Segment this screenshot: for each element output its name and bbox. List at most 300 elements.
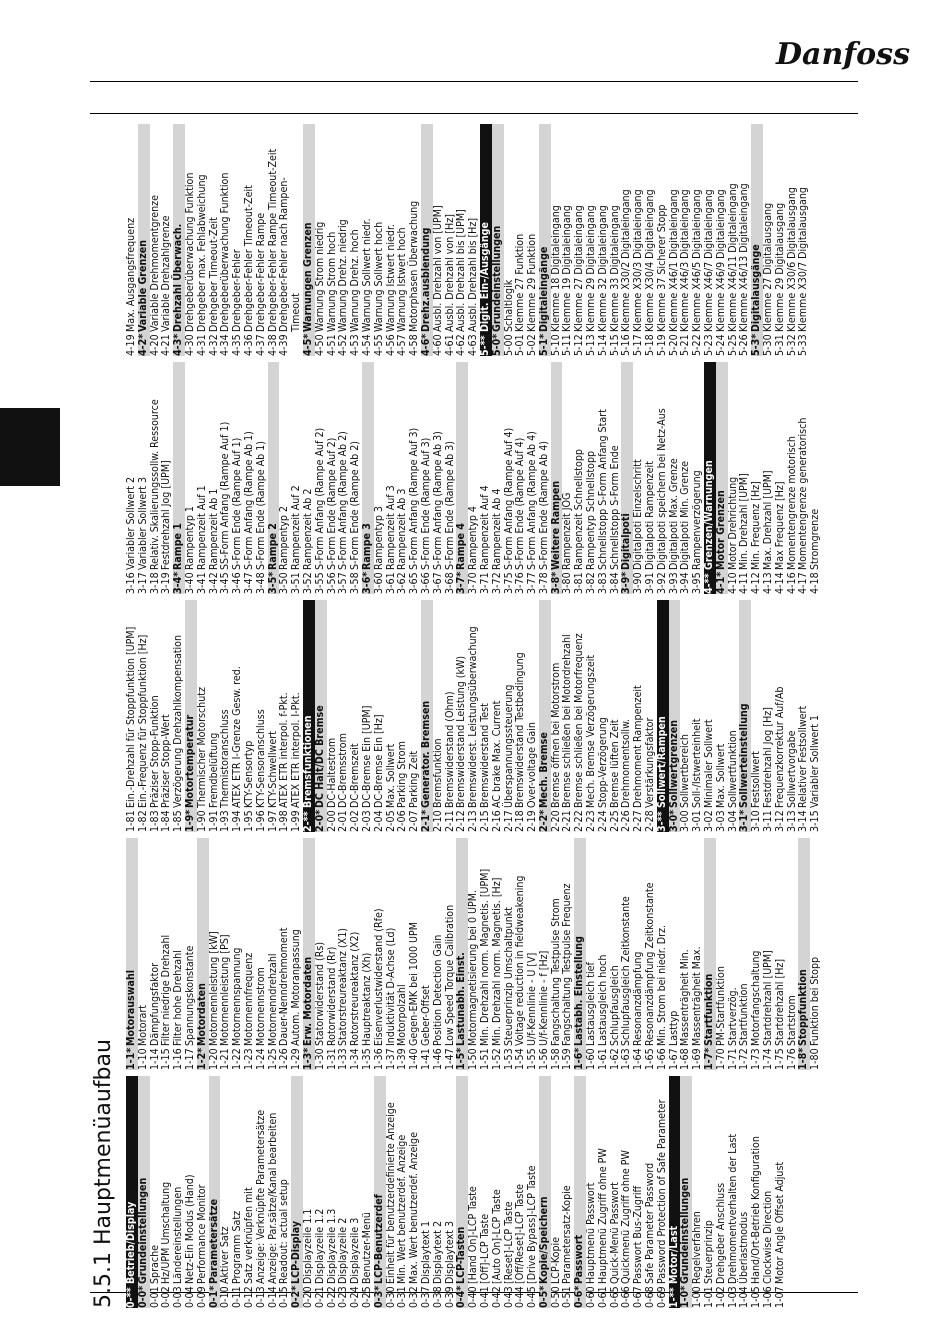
parameter-code: 5-1* xyxy=(537,333,550,356)
parameter-code: 4-12 xyxy=(750,572,763,594)
parameter-label: Position Detection Gain xyxy=(431,934,444,1046)
parameter-label: Klemme X30/4 Digitaleingang xyxy=(644,189,657,332)
parameter-label: Drehgeberüberwachung Funktion xyxy=(183,172,196,332)
parameter-label: Dämpfungsfaktor xyxy=(148,962,161,1046)
parameter-code: 1-96 xyxy=(254,810,267,832)
parameter-label: U/f-Kennlinie - f [Hz] xyxy=(537,950,550,1046)
parameter-code: 4-58 xyxy=(408,334,421,356)
parameter-label: Verzögerung Drehzahlkompensation xyxy=(172,634,185,808)
parameter-label: Aktiver Satz xyxy=(219,1226,232,1284)
parameter-code: 3-94 xyxy=(679,572,692,594)
parameter-label: Ländereinstellungen xyxy=(172,1186,185,1284)
parameter-code: 1-93 xyxy=(219,810,232,832)
parameter-label: Fangschaltung Testpulse Frequenz xyxy=(561,883,574,1046)
parameter-code: 4-2* xyxy=(136,333,149,356)
parameter-label: Readout: actual setup xyxy=(278,1179,291,1284)
parameter-code: 3-01 xyxy=(691,810,704,832)
parameter-code: 4-36 xyxy=(242,334,255,356)
parameter-code: 1-15 xyxy=(160,1048,173,1070)
parameter-label: Quickmenü Zugriff ohne PW xyxy=(620,1150,633,1284)
parameter-row xyxy=(492,362,504,594)
parameter-label: Displaytext 1 xyxy=(419,1220,432,1284)
parameter-code: 3-48 xyxy=(254,572,267,594)
parameter-label: Digitalpoti Rampenzeit xyxy=(644,461,657,570)
parameter-label: Bremswiderst. Leistungsüberwachung xyxy=(467,626,480,808)
parameter-row xyxy=(374,124,386,356)
parameter-code: 5-14 xyxy=(596,334,609,356)
parameter-label: Warnung Sollwert niedr. xyxy=(360,218,373,332)
parameter-code: 1-63 xyxy=(620,1048,633,1070)
parameter-code: 3-14 xyxy=(797,810,810,832)
parameter-label: Klemme X46/1 Digitaleingang xyxy=(667,189,680,332)
parameter-code: 3-78 xyxy=(537,572,550,594)
group-header xyxy=(197,838,209,1070)
parameter-code: 4-14 xyxy=(773,572,786,594)
parameter-code: 3-50 xyxy=(278,572,291,594)
parameter-code: 1-9* xyxy=(183,809,196,832)
parameter-code: 0-68 xyxy=(644,1286,657,1308)
parameter-label: Lasttyp xyxy=(667,1010,680,1046)
parameter-code: 1-46 xyxy=(431,1048,444,1070)
parameter-code: 0-40 xyxy=(467,1286,480,1308)
parameter-code: 4-30 xyxy=(183,334,196,356)
parameter-label: Klemme X30/7 Digitalausgang xyxy=(797,187,810,332)
parameter-label: Hand/Ort-Betrieb Konfiguration xyxy=(750,1136,763,1284)
parameter-code: 5-10 xyxy=(549,334,562,356)
parameter-label: Drehmomentverhalten der Last xyxy=(726,1133,739,1284)
parameter-label: Drehgeber-Fehler nach Rampen- xyxy=(278,177,291,332)
parameter-code: 1-81 xyxy=(125,810,137,832)
parameter-label: Over-voltage Gain xyxy=(526,722,539,808)
parameter-code: 1-1* xyxy=(125,1047,137,1070)
parameter-label: Resonanzdämpfung xyxy=(632,951,645,1046)
parameter-code: 3-5* xyxy=(266,571,279,594)
parameter-row xyxy=(244,1076,256,1308)
parameter-code: 0-22 xyxy=(325,1286,338,1308)
parameter-label: Rampenzeit Ab 1 xyxy=(207,488,220,570)
parameter-label: Rampentyp 1 xyxy=(183,506,196,570)
parameter-code: 1-82 xyxy=(136,810,149,832)
parameter-label: Generator. Bremsen xyxy=(419,700,432,808)
parameter-row xyxy=(810,838,822,1070)
parameter-label: Klemme 27 Digitaleingang xyxy=(573,205,586,332)
parameter-label: Lastausgleich tief xyxy=(585,962,598,1046)
parameter-code: 3-67 xyxy=(431,572,444,594)
parameter-code: 2-07 xyxy=(408,810,421,832)
parameter-label: Lastunabh. Einst. xyxy=(455,952,468,1046)
parameter-row xyxy=(185,124,197,356)
parameter-label: Displayzeile 1.3 xyxy=(325,1208,338,1284)
parameter-label: Betrieb/Display xyxy=(125,1201,137,1284)
parameter-code: 0-12 xyxy=(242,1286,255,1308)
parameter-code: 1-34 xyxy=(349,1048,362,1070)
parameter-row xyxy=(197,600,209,832)
parameter-label: Rampenzeit Ab 2 xyxy=(301,488,314,570)
parameter-label: Fremdbelüftung xyxy=(207,732,220,808)
parameter-label: Variabler Sollwert 1 xyxy=(809,714,822,808)
parameter-label: Ein.-Drehzahl für Stoppfunktion [UPM] xyxy=(125,626,137,808)
parameter-code: 4-16 xyxy=(785,572,798,594)
parameter-code: 0-61 xyxy=(596,1286,609,1308)
parameter-label: Sprache xyxy=(148,1244,161,1284)
parameter-code: 0-15 xyxy=(278,1286,291,1308)
parameter-row xyxy=(480,838,492,1070)
page-title: 5.5.1 Hauptmenüaufbau xyxy=(91,1039,116,1308)
parameter-label: Soll-/Istwerteinheit xyxy=(691,718,704,808)
parameter-code: 1-04 xyxy=(738,1286,751,1308)
parameter-code: 2-27 xyxy=(632,810,645,832)
parameter-row xyxy=(374,600,386,832)
parameter-code: 0-3* xyxy=(372,1285,385,1308)
parameter-code: 1-72 xyxy=(738,1048,751,1070)
parameter-code: 1-17 xyxy=(183,1048,196,1070)
parameter-code: 3-9* xyxy=(620,571,633,594)
parameter-label: Klemme 29 Digitalausgang xyxy=(773,202,786,332)
parameter-code: 3-80 xyxy=(561,572,574,594)
parameter-label: Warnung Drehz. niedrig xyxy=(337,219,350,332)
group-header xyxy=(539,600,551,832)
parameter-code: 0-39 xyxy=(443,1286,456,1308)
parameter-label: S-Form Anfang (Rampe Auf 3) xyxy=(408,427,421,570)
parameter-row xyxy=(244,124,256,356)
parameter-row xyxy=(433,1076,445,1308)
parameter-row xyxy=(798,124,810,356)
parameter-row xyxy=(810,600,822,832)
parameter-label: Filter hohe Drehzahl xyxy=(172,950,185,1046)
parameter-code: 3-51 xyxy=(290,572,303,594)
parameter-label: Induktivität D-Achse (Ld) xyxy=(384,927,397,1046)
parameter-code: 1-59 xyxy=(561,1048,574,1070)
parameter-code: 2-22 xyxy=(573,810,586,832)
parameter-code: 2-** xyxy=(301,811,314,832)
parameter-code: 3-83 xyxy=(596,572,609,594)
parameter-label: Performance Monitor xyxy=(195,1184,208,1284)
parameter-label: Min. Drehzahl [UPM] xyxy=(738,473,751,570)
parameter-code: 1-** xyxy=(667,1287,680,1308)
parameter-label: Schnellstopp S-Form Ende xyxy=(608,445,621,570)
parameter-row xyxy=(657,124,669,356)
parameter-label: Drehmoment Rampenzeit xyxy=(632,685,645,808)
parameter-row xyxy=(197,124,209,356)
parameter-code: 3-56 xyxy=(325,572,338,594)
parameter-code: 4-32 xyxy=(207,334,220,356)
parameter-label: Sollwert/Rampen xyxy=(655,716,668,808)
parameter-label: Rampenzeit Ab 4 xyxy=(490,488,503,570)
parameter-label: Programm Satz xyxy=(231,1210,244,1284)
parameter-code: 2-01 xyxy=(337,810,350,832)
parameter-label: Präziser Stopp-Funktion xyxy=(148,695,161,808)
parameter-row xyxy=(362,124,374,356)
parameter-label: Regelverfahren xyxy=(691,1211,704,1284)
parameter-code: 0-45 xyxy=(526,1286,539,1308)
parameter-label: Warnung Strom niedrig xyxy=(313,221,326,332)
parameter-label: Drehz.ausblendung xyxy=(419,227,432,332)
parameter-code: 5-18 xyxy=(644,334,657,356)
parameter-code: 0-09 xyxy=(195,1286,208,1308)
parameter-label: Stromgrenze xyxy=(809,508,822,570)
parameter-label: Funktion bei Stopp xyxy=(809,956,822,1046)
parameter-code: 1-14 xyxy=(148,1048,161,1070)
parameter-code: 1-25 xyxy=(266,1048,279,1070)
parameter-label: Parametersatz-Kopie xyxy=(561,1185,574,1284)
parameter-code: 3-0* xyxy=(667,809,680,832)
parameter-code: 1-97 xyxy=(266,810,279,832)
parameter-code: 4-51 xyxy=(325,334,338,356)
parameter-code: 1-8* xyxy=(797,1047,810,1070)
parameter-row xyxy=(492,1076,504,1308)
parameter-code: 2-15 xyxy=(478,810,491,832)
parameter-code: 2-05 xyxy=(384,810,397,832)
parameter-code: 0-38 xyxy=(431,1286,444,1308)
parameter-row xyxy=(598,124,610,356)
parameter-label: Rampenzeit Auf 4 xyxy=(478,485,491,570)
group-header xyxy=(421,600,433,832)
parameter-row xyxy=(433,838,445,1070)
parameter-label: S-Form Ende (Rampe Ab 2) xyxy=(349,440,362,570)
parameter-code: 2-10 xyxy=(431,810,444,832)
parameter-label: Klemme 29 Digitaleingang xyxy=(585,205,598,332)
parameter-label: Klemme X46/5 Digitaleingang xyxy=(691,189,704,332)
parameter-label: S-Form Ende (Rampe Auf 1) xyxy=(231,437,244,570)
parameter-label: Geber-Offset xyxy=(419,985,432,1046)
parameter-label: Hauptmenü Zugriff ohne PW xyxy=(596,1148,609,1284)
parameter-label: S-Form Anfang (Rampe Ab 3) xyxy=(431,431,444,570)
parameter-code: 0-60 xyxy=(585,1286,598,1308)
parameter-label: Anzeige: Verknüpfte Parametersätze xyxy=(254,1109,267,1284)
parameter-label: Variable Grenzen xyxy=(136,239,149,332)
parameter-code: 4-50 xyxy=(313,334,326,356)
parameter-label: Netz-Ein Modus (Hand) xyxy=(183,1174,196,1284)
parameter-label: S-Form Anfang (Rampe Auf 4) xyxy=(502,427,515,570)
parameter-label: DC-Bremsstrom xyxy=(337,733,350,808)
parameter-label: Rampenzeit Auf 3 xyxy=(384,485,397,570)
group-header xyxy=(421,124,433,356)
parameter-label: Gegen-EMK bei 1000 UPM xyxy=(408,922,421,1046)
parameter-row xyxy=(598,362,610,594)
parameter-row xyxy=(315,362,327,594)
parameter-label: Min. Drehzahl norm. Magnetis. [Hz] xyxy=(490,877,503,1046)
parameter-label: Variabler Sollwert 3 xyxy=(136,476,149,570)
parameter-label: Benutzer-Menü xyxy=(360,1212,373,1284)
parameter-label: Sollwertfunktion xyxy=(726,730,739,808)
parameter-code: 1-41 xyxy=(419,1048,432,1070)
parameter-code: 4-52 xyxy=(337,334,350,356)
parameter-label: [Off/Reset]-LCP Taste xyxy=(514,1184,527,1284)
parameter-label: Min. Strom bei niedr. Drz. xyxy=(655,924,668,1046)
parameter-row xyxy=(480,600,492,832)
parameter-code: 1-5* xyxy=(455,1047,468,1070)
parameter-code: 4-21 xyxy=(160,334,173,356)
parameter-label: Klemme X30/6 Digitalausgang xyxy=(785,187,798,332)
parameter-row xyxy=(138,838,150,1070)
parameter-code: 0-66 xyxy=(620,1286,633,1308)
parameter-row xyxy=(716,124,728,356)
parameter-code: 0-41 xyxy=(478,1286,491,1308)
parameter-code: 0-50 xyxy=(549,1286,562,1308)
parameter-label: [Off]-LCP Taste xyxy=(478,1213,491,1284)
parameter-label: Bremswiderstand Test xyxy=(478,703,491,808)
parameter-row xyxy=(775,362,787,594)
parameter-label: Grundeinstellungen xyxy=(490,225,503,332)
parameter-label: Startdrehzahl [UPM] xyxy=(762,950,775,1046)
parameter-column-1 xyxy=(126,1076,787,1308)
parameter-label: Anzeige: Par.sätze/Kanal bearbeiten xyxy=(266,1112,279,1284)
parameter-code: 3-45 xyxy=(219,572,232,594)
parameter-code: 5-21 xyxy=(679,334,692,356)
parameter-label: Drehgeber Anschluss xyxy=(714,1182,727,1284)
parameter-code: 0-32 xyxy=(408,1286,421,1308)
parameter-code: 5-** xyxy=(478,335,491,356)
parameter-code: 3-77 xyxy=(526,572,539,594)
parameter-code: 3-47 xyxy=(242,572,255,594)
parameter-code: 2-21 xyxy=(561,810,574,832)
parameter-code: 3-52 xyxy=(301,572,314,594)
parameter-row xyxy=(303,1076,315,1308)
parameter-code: 3-10 xyxy=(750,810,763,832)
parameter-label: Min. Drehzahl norm. Magnetis. [UPM] xyxy=(478,868,491,1046)
parameter-row xyxy=(480,1076,492,1308)
parameter-code: 1-47 xyxy=(443,1048,456,1070)
parameter-code: 3-03 xyxy=(714,810,727,832)
parameter-code: 4-** xyxy=(703,573,716,594)
parameter-code: 1-54 xyxy=(514,1048,527,1070)
parameter-label: DC-Bremse Ein [UPM] xyxy=(360,705,373,808)
parameter-code: 4-60 xyxy=(431,334,444,356)
parameter-code: 0-24 xyxy=(349,1286,362,1308)
parameter-label: Satz verknüpfen mit xyxy=(242,1187,255,1284)
parameter-label: [Drive Bypass]-LCP Taste xyxy=(526,1165,539,1284)
parameter-label: Variable Drehzahlgrenze xyxy=(160,215,173,332)
parameter-code: 0-43 xyxy=(502,1286,515,1308)
parameter-label: Rampenzeit Ab 3 xyxy=(396,488,409,570)
parameter-label: Digitalpoti Einzelschritt xyxy=(632,459,645,570)
parameter-code: 1-65 xyxy=(644,1048,657,1070)
parameter-code: 5-32 xyxy=(785,334,798,356)
group-header xyxy=(716,362,728,594)
parameter-code: 1-29 xyxy=(290,1048,303,1070)
parameter-label: KTY-Sensortyp xyxy=(242,740,255,808)
parameter-code: 3-4* xyxy=(172,571,185,594)
parameter-label: Digitalpoti xyxy=(620,513,633,570)
parameter-label: Ausbl. Drehzahl bis [Hz] xyxy=(467,217,480,332)
parameter-code: 5-33 xyxy=(797,334,810,356)
parameter-label: Frequenzkorrektur Auf/Ab xyxy=(773,686,786,808)
parameter-code: 1-62 xyxy=(608,1048,621,1070)
parameter-row xyxy=(256,124,268,356)
parameter-label: Motormagnetisierung bei 0 UPM. xyxy=(467,889,480,1046)
parameter-label: Motorfangschaltung xyxy=(750,950,763,1046)
parameter-code: 3-** xyxy=(655,811,668,832)
parameter-label: S-Form Ende (Rampe Ab 1) xyxy=(254,440,267,570)
parameter-code: 1-76 xyxy=(785,1048,798,1070)
parameter-code: 5-3* xyxy=(750,333,763,356)
parameter-label: Startstrom xyxy=(785,995,798,1046)
parameter-label: Eisenverlustwiderstand (Rfe) xyxy=(372,908,385,1046)
parameter-label: Startfunktion xyxy=(703,973,716,1046)
parameter-code: 5-17 xyxy=(632,334,645,356)
parameter-code: 3-57 xyxy=(337,572,350,594)
parameter-row xyxy=(657,1076,669,1308)
parameter-code: 2-13 xyxy=(467,810,480,832)
parameter-column-2 xyxy=(126,838,822,1070)
section-header xyxy=(657,600,669,832)
parameter-label: Rampentyp 4 xyxy=(467,506,480,570)
parameter-label: Motorphasen Überwachung xyxy=(408,200,421,332)
group-header xyxy=(303,124,315,356)
parameter-code: 4-62 xyxy=(455,334,468,356)
parameter-label: Digitalpoti speichern bei Netz-Aus xyxy=(655,408,668,570)
parameter-label: Startdrehzahl [Hz] xyxy=(773,958,786,1046)
parameter-code: 3-00 xyxy=(679,810,692,832)
parameter-code: 1-85 xyxy=(172,810,185,832)
parameter-label: Displayzeile 1.2 xyxy=(313,1208,326,1284)
parameter-code: 4-31 xyxy=(195,334,208,356)
parameter-code: 2-28 xyxy=(644,810,657,832)
parameter-label: Massenträgheit Min. xyxy=(679,949,692,1046)
parameter-code: 2-18 xyxy=(514,810,527,832)
parameter-label: Password Protection of Safe Parameter xyxy=(655,1099,668,1284)
parameter-code: 4-1* xyxy=(714,571,727,594)
parameter-code: 3-71 xyxy=(478,572,491,594)
parameter-code: 1-39 xyxy=(396,1048,409,1070)
parameter-label: Digitalpoti Min. Grenze xyxy=(679,460,692,570)
parameter-code: 1-50 xyxy=(467,1048,480,1070)
parameter-column-3 xyxy=(126,600,822,832)
parameter-row xyxy=(657,362,669,594)
parameter-code: 2-20 xyxy=(549,810,562,832)
parameter-code: 1-35 xyxy=(360,1048,373,1070)
parameter-label: Grundeinstellungen xyxy=(136,1177,149,1284)
parameter-code: 0-10 xyxy=(219,1286,232,1308)
parameter-row xyxy=(244,362,256,594)
parameter-code: 3-1* xyxy=(738,809,751,832)
parameter-code: 1-98 xyxy=(278,810,291,832)
parameter-label: Autom. Motoranpassung xyxy=(290,929,303,1046)
parameter-code: 3-6* xyxy=(360,571,373,594)
parameter-label: Displayzeile 1.1 xyxy=(301,1208,314,1284)
parameter-code: 5-02 xyxy=(526,334,539,356)
parameter-code: 1-67 xyxy=(667,1048,680,1070)
parameter-label: Mech. Bremse Verzögerungszeit xyxy=(585,654,598,808)
parameter-row xyxy=(315,838,327,1070)
parameter-code: 1-36 xyxy=(372,1048,385,1070)
parameter-code: 4-39 xyxy=(278,334,291,356)
parameter-code: 0-4* xyxy=(455,1285,468,1308)
parameter-code: 4-13 xyxy=(762,572,775,594)
parameter-label: DC-Haltestrom xyxy=(325,737,338,808)
parameter-code: 3-12 xyxy=(773,810,786,832)
parameter-label: Drehgeber-Fehler xyxy=(231,249,244,332)
parameter-code: 1-02 xyxy=(714,1286,727,1308)
parameter-code: 4-53 xyxy=(349,334,362,356)
parameter-code: 3-18 xyxy=(148,572,161,594)
parameter-code: 0-20 xyxy=(301,1286,314,1308)
parameter-label: Warnung Drehz. hoch xyxy=(349,229,362,332)
parameter-code: 1-56 xyxy=(537,1048,550,1070)
parameter-label: Filter niedrige Drehzahl xyxy=(160,934,173,1046)
parameter-label: Passwort xyxy=(573,1234,586,1284)
parameter-label: Relativ. Skalierungssollw. Ressource xyxy=(148,399,161,570)
parameter-code: 1-75 xyxy=(773,1048,786,1070)
parameter-label: Bremsfunktionen xyxy=(301,715,314,808)
parameter-code: 1-99 xyxy=(290,810,303,832)
parameter-label: LCP-Display xyxy=(290,1220,303,1284)
parameter-label: Max. Wert benutzerdef. Anzeige xyxy=(408,1132,421,1284)
parameter-code: 2-19 xyxy=(526,810,539,832)
parameter-code: 5-23 xyxy=(703,334,716,356)
parameter-label: Motor/Last xyxy=(667,1225,680,1284)
parameter-code: 4-34 xyxy=(219,334,232,356)
